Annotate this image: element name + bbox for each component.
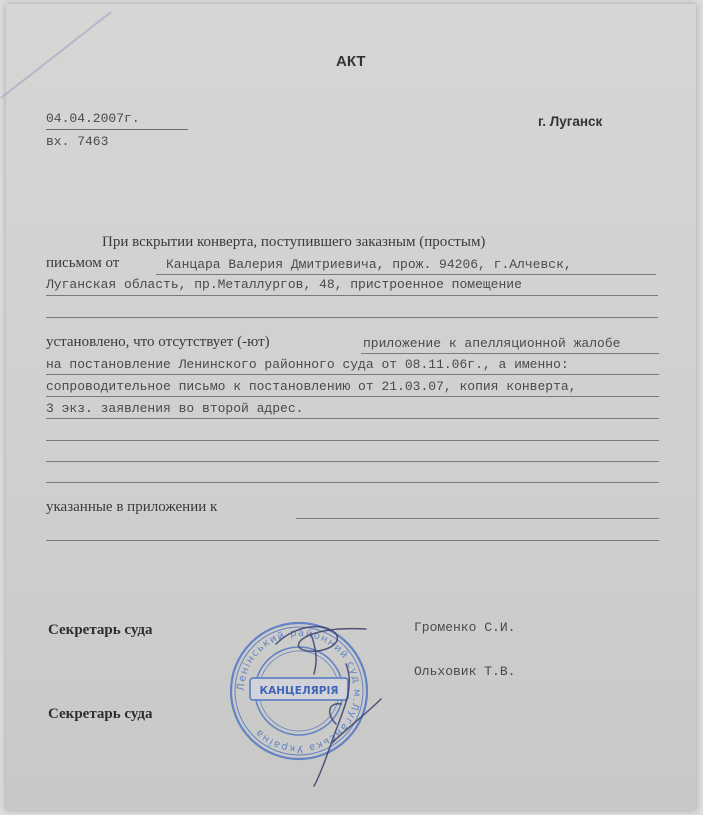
document-date: 04.04.2007г. — [46, 111, 140, 126]
handwritten-signature — [256, 604, 406, 794]
form-line — [46, 540, 659, 541]
form-line — [361, 353, 659, 354]
stamp-ring-text: Ленінський районний суд м.Луганська Україна — [235, 627, 363, 755]
missing-line-3: сопроводительное письмо к постановлению от 21.03.07, копия конверта, — [46, 379, 577, 394]
registration-number: вх. 7463 — [46, 134, 109, 149]
signatory-name-2: Ольховик Т.В. — [414, 664, 516, 679]
sender-line-1: Канцара Валерия Дмитриевича, прож. 94206, г.Алчевск, — [166, 257, 572, 272]
indicated-label: указанные в приложении к — [46, 499, 218, 515]
paper-crease — [0, 11, 112, 99]
form-line — [156, 274, 656, 275]
document-page — [6, 4, 696, 810]
signatory-role-2: Секретарь суда — [48, 706, 153, 722]
missing-line-1: приложение к апелляционной жалобе — [363, 336, 621, 351]
form-line — [46, 461, 659, 462]
from-label: письмом от — [46, 255, 120, 271]
date-underline — [46, 129, 188, 130]
document-city: г. Луганск — [538, 114, 603, 129]
form-line — [46, 440, 659, 441]
document-title: АКТ — [336, 53, 366, 70]
form-line — [46, 418, 659, 419]
form-line — [46, 482, 659, 483]
missing-line-2: на постановление Ленинского районного суда от 08.11.06г., а именно: — [46, 357, 569, 372]
form-line — [46, 374, 659, 375]
signatory-name-1: Громенко С.И. — [414, 620, 516, 635]
stamp-center-text: КАНЦЕЛЯРІЯ — [259, 685, 339, 697]
form-line — [46, 295, 658, 296]
form-line — [296, 518, 659, 519]
form-line — [46, 396, 659, 397]
signatory-role-1: Секретарь суда — [48, 622, 153, 638]
sender-line-2: Луганская область, пр.Металлургов, 48, пристроенное помещение — [46, 277, 522, 292]
form-line — [46, 317, 658, 318]
missing-line-4: 3 экз. заявления во второй адрес. — [46, 401, 304, 416]
found-label: установлено, что отсутствует (-ют) — [46, 334, 270, 350]
intro-line: При вскрытии конверта, поступившего заказным (простым) — [102, 234, 486, 250]
